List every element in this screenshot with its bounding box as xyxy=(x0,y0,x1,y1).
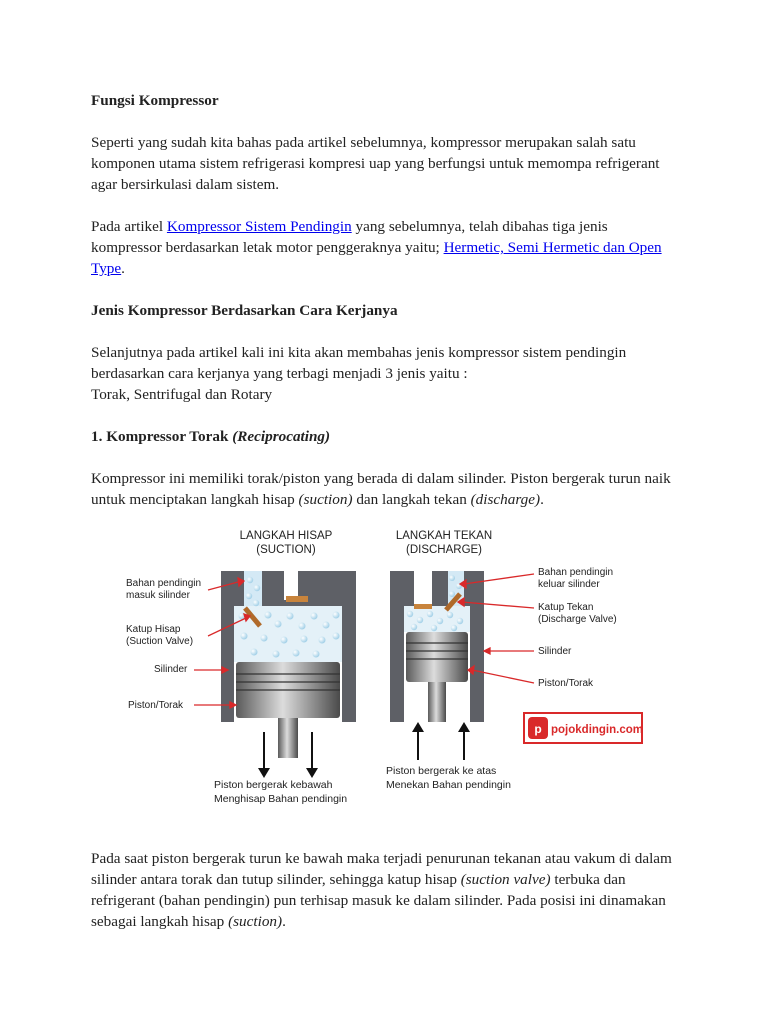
label-silinder-right: Silinder xyxy=(538,646,572,657)
text-segment: terbuka dan refrigerant (bahan pendingin) pun terhisap masuk ke dalam silinder. Pada posisi ini dinamakan sebagai langkah hisap xyxy=(91,871,666,930)
text-segment: Pada artikel xyxy=(91,218,167,235)
bubble xyxy=(311,613,318,620)
bubble xyxy=(273,651,280,658)
down-arrow-head xyxy=(306,768,318,778)
right-piston xyxy=(406,632,468,682)
left-connecting-rod xyxy=(278,718,298,758)
paragraph-torak-desc xyxy=(91,468,681,510)
text-segment: . xyxy=(282,913,286,930)
label-piston-left: Piston/Torak xyxy=(128,700,184,711)
bubble xyxy=(293,650,300,657)
logo-mark-letter: p xyxy=(534,722,542,736)
paragraph-previous-article xyxy=(91,216,681,279)
bubble xyxy=(411,624,417,630)
up-arrow-head xyxy=(458,722,470,732)
bubble xyxy=(447,612,453,618)
label-bahan-keluar-2: keluar silinder xyxy=(538,579,600,590)
bubble xyxy=(449,591,455,597)
right-caption-line2: Menekan Bahan pendingin xyxy=(386,779,511,791)
text-segment: 1. Kompressor Torak xyxy=(91,428,233,445)
bubble xyxy=(281,637,288,644)
link-kompressor-sistem-pendingin[interactable]: Kompressor Sistem Pendingin xyxy=(166,218,352,235)
text-segment: dan langkah tekan xyxy=(352,491,471,508)
bubble xyxy=(251,649,258,656)
bubble xyxy=(437,618,443,624)
label-bahan-masuk-2: masuk silinder xyxy=(126,590,190,601)
right-caption-line1: Piston bergerak ke atas xyxy=(386,765,497,777)
bubble xyxy=(427,611,433,617)
compressor-diagram-svg xyxy=(118,520,658,820)
bubble xyxy=(254,585,260,591)
text-segment-italic: (suction) xyxy=(298,491,353,508)
heading-fungsi-kompressor: Fungsi Kompressor xyxy=(91,92,219,109)
bubble xyxy=(323,622,330,629)
right-labels xyxy=(538,567,617,689)
bubble xyxy=(333,612,340,619)
bubble xyxy=(261,635,268,642)
left-title-line2: (SUCTION) xyxy=(256,544,316,556)
bubble xyxy=(241,633,248,640)
bubble xyxy=(253,600,259,606)
text-segment-italic: (suction) xyxy=(228,913,283,930)
bubble xyxy=(313,651,320,658)
bubble xyxy=(246,593,252,599)
heading-jenis-kompressor: Jenis Kompressor Berdasarkan Cara Kerjanya xyxy=(91,302,398,319)
paragraph-intro: Seperti yang sudah kita bahas pada artikel sebelumnya, kompressor merupakan salah satu komponen utama sistem refrigerasi kompresi uap yang berfungsi untuk memompa refrigerant agar bersirkulasi dalam sistem. xyxy=(91,134,660,193)
left-cylinder xyxy=(221,571,356,778)
left-caption-line2: Menghisap Bahan pendingin xyxy=(214,793,348,805)
article-body-continued xyxy=(91,848,681,932)
bubble xyxy=(247,577,253,583)
label-bahan-masuk-1: Bahan pendingin xyxy=(126,578,202,589)
bubble xyxy=(265,612,272,619)
captions xyxy=(214,765,511,805)
compressor-diagram xyxy=(118,520,658,820)
right-connecting-rod xyxy=(428,682,446,722)
text-segment: yang sebelumnya, telah dibahas tiga jenis kompressor berdasarkan letak motor penggeraknya yaitu; xyxy=(91,218,608,256)
text-segment-italic: (discharge) xyxy=(470,491,541,508)
logo-text: pojokdingin.com xyxy=(551,724,643,736)
pointer-head xyxy=(484,648,490,654)
article-body xyxy=(91,90,681,510)
text-segment: Torak, Sentrifugal dan Rotary xyxy=(91,386,273,403)
left-labels xyxy=(126,578,201,711)
down-arrow-head xyxy=(258,768,270,778)
bubble xyxy=(431,625,437,631)
bubble xyxy=(333,633,340,640)
bubble xyxy=(451,625,457,631)
bubble xyxy=(457,618,463,624)
label-bahan-keluar-1: Bahan pendingin xyxy=(538,567,614,578)
bubble xyxy=(301,636,308,643)
bubble xyxy=(407,611,413,617)
pojokdingin-logo xyxy=(524,713,643,743)
heading-kompressor-torak xyxy=(91,426,681,447)
text-segment: Kompressor ini memiliki torak/piston yang berada di dalam silinder. Piston bergerak turun naik untuk menciptakan langkah hisap xyxy=(91,470,671,508)
bubble xyxy=(299,623,306,630)
right-closed-valve xyxy=(414,604,432,609)
label-katup-hisap-1: Katup Hisap xyxy=(126,624,181,635)
paragraph-suction-explanation xyxy=(91,848,681,932)
bubble xyxy=(449,575,455,581)
paragraph-types-intro xyxy=(91,342,681,405)
bubble xyxy=(275,621,282,628)
link-hermetic-types[interactable]: Hermetic, Semi Hermetic dan Open Type xyxy=(91,239,662,277)
up-arrow-head xyxy=(412,722,424,732)
text-segment-italic: (suction valve) xyxy=(460,871,551,888)
label-katup-hisap-2: (Suction Valve) xyxy=(126,636,194,647)
pointer-head xyxy=(230,702,236,708)
right-title-line1: LANGKAH TEKAN xyxy=(395,530,493,542)
label-piston-right: Piston/Torak xyxy=(538,678,594,689)
text-segment: Selanjutnya pada artikel kali ini kita akan membahas jenis kompressor sistem pendingin berdasarkan cara kerjanya yang terbagi menjadi 3 jenis yaitu : xyxy=(91,344,627,382)
bubble xyxy=(287,613,294,620)
bubble xyxy=(319,637,326,644)
right-title-line2: (DISCHARGE) xyxy=(405,544,483,556)
right-cylinder xyxy=(390,571,484,760)
label-silinder-left: Silinder xyxy=(154,664,188,675)
text-segment: . xyxy=(540,491,544,508)
bubble xyxy=(417,617,423,623)
left-title-line1: LANGKAH HISAP xyxy=(239,530,333,542)
text-segment-italic: (Reciprocating) xyxy=(232,428,331,445)
text-segment: . xyxy=(121,260,125,277)
label-katup-tekan-1: Katup Tekan xyxy=(538,602,594,613)
label-katup-tekan-2: (Discharge Valve) xyxy=(538,614,617,625)
text-segment: Pada saat piston bergerak turun ke bawah maka terjadi penurunan tekanan atau vakum di dalam silinder antara torak dan tutup silinder, sehingga katup hisap xyxy=(91,850,672,888)
left-closed-valve xyxy=(286,596,308,602)
left-caption-line1: Piston bergerak kebawah xyxy=(214,779,333,791)
